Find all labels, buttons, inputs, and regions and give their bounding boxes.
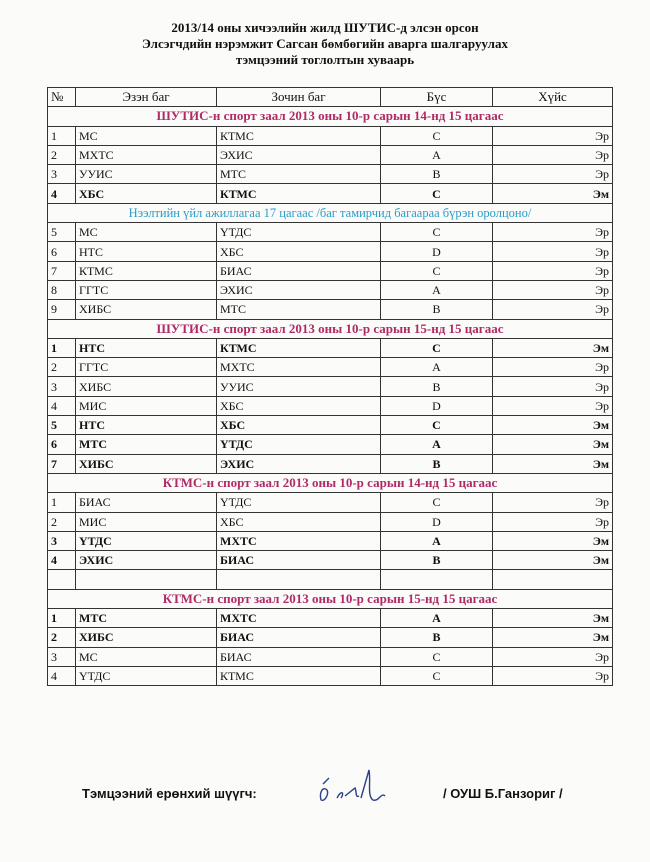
home-team: МС — [76, 647, 217, 666]
zone: D — [381, 396, 493, 415]
home-team — [76, 570, 217, 589]
home-team: МС — [76, 126, 217, 145]
gender: Эр — [493, 377, 613, 396]
match-number: 8 — [48, 280, 76, 299]
gender: Эм — [493, 551, 613, 570]
away-team: МХТС — [217, 609, 381, 628]
match-number: 3 — [48, 531, 76, 550]
column-header-home-team: Эзэн баг — [76, 88, 217, 107]
match-number: 2 — [48, 628, 76, 647]
home-team: УУИС — [76, 165, 217, 184]
gender: Эр — [493, 300, 613, 319]
match-number: 6 — [48, 242, 76, 261]
gender: Эм — [493, 628, 613, 647]
chief-referee-label: Тэмцээний ерөнхий шүүгч: — [82, 786, 257, 801]
away-team: МТС — [217, 300, 381, 319]
home-team: БИАС — [76, 493, 217, 512]
home-team: ЭХИС — [76, 551, 217, 570]
schedule-table — [47, 87, 613, 686]
gender: Эр — [493, 145, 613, 164]
gender: Эр — [493, 165, 613, 184]
gender: Эр — [493, 358, 613, 377]
away-team: ЭХИС — [217, 280, 381, 299]
home-team: ҮТДС — [76, 666, 217, 685]
gender: Эм — [493, 454, 613, 473]
match-number: 2 — [48, 512, 76, 531]
zone: В — [381, 454, 493, 473]
schedule-body — [48, 107, 613, 686]
table-row — [48, 145, 613, 164]
zone: В — [381, 377, 493, 396]
away-team: ХБС — [217, 512, 381, 531]
away-team: ҮТДС — [217, 493, 381, 512]
away-team: ҮТДС — [217, 223, 381, 242]
table-row — [48, 570, 613, 589]
home-team: КТМС — [76, 261, 217, 280]
match-number: 2 — [48, 145, 76, 164]
match-number: 3 — [48, 647, 76, 666]
zone: А — [381, 609, 493, 628]
section-header-row — [48, 473, 613, 492]
zone: А — [381, 435, 493, 454]
match-number: 1 — [48, 338, 76, 357]
home-team: МХТС — [76, 145, 217, 164]
home-team: ҮТДС — [76, 531, 217, 550]
home-team: НТС — [76, 416, 217, 435]
match-number: 4 — [48, 551, 76, 570]
gender: Эм — [493, 184, 613, 203]
zone: D — [381, 512, 493, 531]
gender: Эм — [493, 435, 613, 454]
home-team: НТС — [76, 338, 217, 357]
zone: С — [381, 126, 493, 145]
zone: В — [381, 165, 493, 184]
chief-referee-name: / ОУШ Б.Ганзориг / — [443, 786, 563, 801]
gender: Эр — [493, 126, 613, 145]
zone: С — [381, 493, 493, 512]
table-row — [48, 666, 613, 685]
zone: А — [381, 358, 493, 377]
home-team: ХИБС — [76, 454, 217, 473]
section-header-row — [48, 319, 613, 338]
section-header: ШУТИС-н спорт заал 2013 оны 10-р сарын 14-нд 15 цагаас — [48, 107, 613, 126]
table-row — [48, 242, 613, 261]
zone: А — [381, 280, 493, 299]
table-row — [48, 435, 613, 454]
away-team: ҮТДС — [217, 435, 381, 454]
gender: Эм — [493, 416, 613, 435]
gender: Эр — [493, 223, 613, 242]
away-team: КТМС — [217, 184, 381, 203]
away-team: УУИС — [217, 377, 381, 396]
table-row — [48, 261, 613, 280]
gender: Эм — [493, 338, 613, 357]
section-header-row — [48, 107, 613, 126]
table-row — [48, 223, 613, 242]
match-number: 6 — [48, 435, 76, 454]
gender: Эр — [493, 493, 613, 512]
away-team: ХБС — [217, 396, 381, 415]
home-team: ХБС — [76, 184, 217, 203]
zone: А — [381, 145, 493, 164]
column-header-away-team: Зочин баг — [217, 88, 381, 107]
zone: С — [381, 338, 493, 357]
table-row — [48, 396, 613, 415]
table-row — [48, 609, 613, 628]
away-team — [217, 570, 381, 589]
gender: Эр — [493, 512, 613, 531]
home-team: ГГТС — [76, 280, 217, 299]
match-number: 2 — [48, 358, 76, 377]
away-team: БИАС — [217, 628, 381, 647]
column-header-number: № — [48, 88, 76, 107]
match-number: 5 — [48, 223, 76, 242]
table-row — [48, 165, 613, 184]
away-team: БИАС — [217, 261, 381, 280]
zone: С — [381, 416, 493, 435]
away-team: ЭХИС — [217, 454, 381, 473]
column-header-gender: Хүйс — [493, 88, 613, 107]
match-number: 1 — [48, 493, 76, 512]
handwritten-signature — [315, 762, 405, 812]
gender: Эр — [493, 242, 613, 261]
away-team: КТМС — [217, 126, 381, 145]
column-header-zone: Бүс — [381, 88, 493, 107]
zone: В — [381, 628, 493, 647]
gender: Эм — [493, 609, 613, 628]
document-title-line-2: Элсэгчдийн нэрэмжит Сагсан бөмбөгийн аварга шалгаруулах — [142, 36, 508, 51]
table-row — [48, 531, 613, 550]
section-header: ШУТИС-н спорт заал 2013 оны 10-р сарын 15-нд 15 цагаас — [48, 319, 613, 338]
away-team: МХТС — [217, 531, 381, 550]
table-row — [48, 358, 613, 377]
zone: С — [381, 223, 493, 242]
home-team: НТС — [76, 242, 217, 261]
home-team: МС — [76, 223, 217, 242]
opening-note: Нээлтийн үйл ажиллагаа 17 цагаас /баг тамирчид багаараа бүрэн оролцоно/ — [48, 203, 613, 222]
match-number: 4 — [48, 396, 76, 415]
document-title-line-3: тэмцээний тоглолтын хуваарь — [235, 52, 415, 67]
match-number: 7 — [48, 454, 76, 473]
zone: С — [381, 647, 493, 666]
table-row — [48, 280, 613, 299]
table-row — [48, 377, 613, 396]
gender: Эр — [493, 666, 613, 685]
match-number — [48, 570, 76, 589]
match-number: 3 — [48, 165, 76, 184]
table-row — [48, 338, 613, 357]
table-row — [48, 416, 613, 435]
table-row — [48, 493, 613, 512]
home-team: ГГТС — [76, 358, 217, 377]
match-number: 4 — [48, 666, 76, 685]
match-number: 7 — [48, 261, 76, 280]
match-number: 5 — [48, 416, 76, 435]
match-number: 1 — [48, 609, 76, 628]
home-team: МТС — [76, 435, 217, 454]
section-header: КТМС-н спорт заал 2013 оны 10-р сарын 14-нд 15 цагаас — [48, 473, 613, 492]
home-team: ХИБС — [76, 628, 217, 647]
away-team: МТС — [217, 165, 381, 184]
zone: D — [381, 242, 493, 261]
away-team: ХБС — [217, 242, 381, 261]
away-team: ЭХИС — [217, 145, 381, 164]
table-row — [48, 512, 613, 531]
table-row — [48, 551, 613, 570]
zone: С — [381, 184, 493, 203]
zone: С — [381, 666, 493, 685]
gender — [493, 570, 613, 589]
table-row — [48, 126, 613, 145]
match-number: 4 — [48, 184, 76, 203]
gender: Эр — [493, 261, 613, 280]
zone: С — [381, 261, 493, 280]
away-team: БИАС — [217, 551, 381, 570]
gender: Эр — [493, 647, 613, 666]
home-team: МИС — [76, 396, 217, 415]
away-team: КТМС — [217, 666, 381, 685]
table-header-row — [48, 88, 613, 107]
zone: В — [381, 551, 493, 570]
gender: Эр — [493, 396, 613, 415]
gender: Эр — [493, 280, 613, 299]
note-row — [48, 203, 613, 222]
away-team: КТМС — [217, 338, 381, 357]
table-row — [48, 628, 613, 647]
table-row — [48, 454, 613, 473]
home-team: МИС — [76, 512, 217, 531]
home-team: ХИБС — [76, 300, 217, 319]
match-number: 1 — [48, 126, 76, 145]
home-team: ХИБС — [76, 377, 217, 396]
zone — [381, 570, 493, 589]
away-team: ХБС — [217, 416, 381, 435]
away-team: МХТС — [217, 358, 381, 377]
home-team: МТС — [76, 609, 217, 628]
zone: В — [381, 300, 493, 319]
document-title-line-1: 2013/14 оны хичээлийн жилд ШУТИС-д элсэн орсон — [171, 20, 479, 35]
section-header: КТМС-н спорт заал 2013 оны 10-р сарын 15-нд 15 цагаас — [48, 589, 613, 608]
gender: Эм — [493, 531, 613, 550]
away-team: БИАС — [217, 647, 381, 666]
table-row — [48, 300, 613, 319]
section-header-row — [48, 589, 613, 608]
match-number: 3 — [48, 377, 76, 396]
table-row — [48, 184, 613, 203]
zone: А — [381, 531, 493, 550]
match-number: 9 — [48, 300, 76, 319]
table-row — [48, 647, 613, 666]
